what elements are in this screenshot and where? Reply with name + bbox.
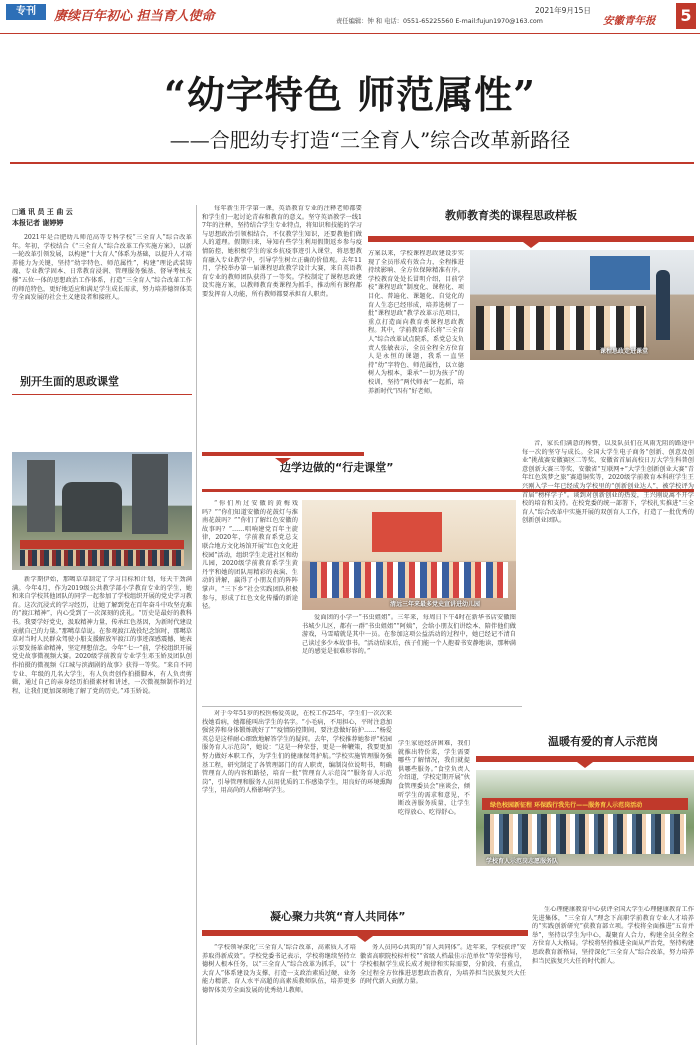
community-col-right: 生心理健康教育中心获评全国大学生心理健康教育工作先进集体，“三全育人”理念下高职学前教育专业人才培养的“实践创新研究”获教育部立项。学校将全面推进“五育并举”，坚持以学生为中心，凝聚育人合力，构建全员全程全方位育人大格局。学校将坚持推进全面从严治党，坚持构建思政教育新格局，坚持深化“三全育人”综合改革，努力培养担当民族复兴大任的时代新人。 bbox=[532, 906, 694, 965]
model-post-col-right: 学生家庭经济困难，我们就推出特价菜，学生需要哪些了解情况，我们就提供哪些服务。”食堂负责人介绍道，学校定期开展“伙食管理委员会”座谈会，倾听学生的需求和意见，不断改善服务质量，让学生吃得放心、吃得舒心。 bbox=[398, 740, 470, 816]
classroom-photo-caption: 课程思政走进课堂 bbox=[600, 348, 649, 355]
projector-screen bbox=[590, 256, 650, 290]
students-row bbox=[476, 306, 646, 350]
model-post-text: 对于今年51岁的校医杨爱英说，在校工作25年，学生们一次次来找她看病，她都能叫出学生的名字。“小毛病，不用担心，平时注意加强营养和身体锻炼就好了”“疫情防控期间，要注意做好防护……”杨爱英总是这样耐心细致地解答学生的疑问。去年，学校推荐她参评“校园服务育人示范岗”，她说：“这是一种荣誉，更是一种鞭策，我要更加努力做好本职工作，为学生们的健康保驾护航。”学校实施管理服务强基工程，研究制定了各管理部门的育人职责，编制岗位说明书，明确管理育人的内容和路径，培育一批“管理育人示范岗”“服务育人示范岗”，引导管理和服务人员用优质的工作感染学生，用良好的环境熏陶学生，用高尚的人格影响学生。 bbox=[202, 710, 392, 795]
volunteer-photo-caption: 学校育人示范岗志愿服务队 bbox=[486, 858, 559, 865]
walking-class-col-mid: 爱面团的小学一“书虫姐姐”。三年来，每周日下午4时在新华书店安徽图书城少儿区，都有一群“书虫姐姐”“阿姨”，会给小朋友们讲绘本、陪伴他们做游戏，马雪晴就是其中一员。在参加这项公益活动的过程中，她已经记不清自己读过多少本故事书。“活动结束后，孩子们能一个人抱着书安静地读，那种满足的感觉是很难形容的。” bbox=[302, 614, 516, 656]
volunteer-group bbox=[484, 814, 686, 854]
curriculum-text: 方案以来，学校课程思政建设步实现了全员形成有效合力，全程推进持续影响、全方位保障精准有序。学校教育处处长冒明介绍，目前学校“课程思政”制度化、课程化、项目化、普遍化、课题化、自觉化的育人生态已经形成，培养选树了一批“课程思政”教学改革示范项目，重点打造面向教育类课程思政教程。其中，学前教育系长将“三全育人”综合改革试点院系，系党总支负责人张敏表示，全员全程全方位育人是永恒的课题，我系一直坚持“幼”字特色、师范属性，以立德树人为根本，秉承“一切为孩子”的校训，坚持“两代师表”一起抓，培养新时代“四有”好老师。 bbox=[368, 250, 464, 395]
sub-headline: ——合肥幼专打造“三全育人”综合改革新路径 bbox=[169, 128, 571, 152]
byline-journalist: 本报记者 谢婷婷 bbox=[12, 219, 64, 227]
statue-group bbox=[62, 482, 122, 532]
section-title-community: 凝心聚力共筑“育人共同体” bbox=[270, 910, 406, 923]
byline-reporter: □通 讯 员 王 曲 云 bbox=[12, 208, 73, 216]
section1-rule bbox=[12, 394, 192, 395]
kindergarten-photo bbox=[302, 500, 516, 610]
kindergarten-photo-caption: 清远三年来最多党史宣讲进幼儿园 bbox=[390, 601, 481, 608]
walking-class-col-left: “你们所过安徽的黄梅戏吗？”“你们知道安徽的花鼓灯与淮南花鼓吗？”“你们了解红色安徽的故事吗？”……唱响建党百年主旋律，2020年，学前教育系党总支联合地方文化场馆开展“红色文化进校园”活动，组织学生走进社区和幼儿园，2020级学前教育系学生黄丹宇和她的团队用精彩的表演、生动的讲解，赢得了小朋友们的阵阵掌声。“三下乡”社会实践团队积极参与，形成了红色文化传播的新途径。 bbox=[202, 500, 298, 611]
main-headline: “幼字特色 师范属性” bbox=[164, 72, 536, 117]
section1-text: 新学期伊始，那噶草草制定了学习目标和计划，每天干劲满满。今年4月，作为2019级公共教学部小学教育专业的学生，她和来自学校其他团队的同学一起参加了学校组织开展的党史学习教育。这次沉浸式的学习经历，让她了解到党在百年奋斗中攻坚克难的“渡江精神”，内心受到了一次深刻的洗礼。“历史是最好的教科书。我要学好党史，汲取精神力量，传承红色基因，为新时代建设贡献自己的力量。”那噶草草说。在参观渡江战役纪念馆时，那噶草草对当时人民群众驾驶小船支援解放军渡江的事迹深感震撼，她表示要发扬革命精神，坚定理想信念。今年“七一”前，学校组织开展党史故事微视频大赛。2020级学前教育专业学生邓玉娇及团队创作拍摄的微视频《江城与滨湖剧的故事》获得一等奖。“来自不同专业、年级的几名大学生，有人负责创作拍摄脚本，有人负责剪辑，通过自己的亲身经历拍摄素材和讲述，一次微视频制作的过程，让我们更加深刻地了解了党的历史。”邓玉娇说。 bbox=[12, 576, 192, 695]
editor-info: 责任编辑：钟 和 电话：0551-65225560 E-mail:fujun1970@163.com bbox=[336, 18, 543, 25]
student-crowd bbox=[20, 550, 184, 566]
headline-divider bbox=[10, 162, 694, 164]
model-post-title-bar bbox=[476, 756, 694, 762]
volunteer-photo bbox=[476, 770, 694, 866]
page-header bbox=[0, 0, 700, 34]
section-title-ideology-class: 别开生面的思政课堂 bbox=[20, 375, 119, 388]
monument-right bbox=[132, 454, 168, 534]
paper-name: 安徽青年报 bbox=[603, 15, 656, 27]
page-number: 5 bbox=[676, 3, 696, 29]
display-board bbox=[372, 512, 442, 552]
section-title-curriculum: 教师教育类的课程思政样板 bbox=[445, 209, 577, 222]
intro-paragraph: 2021年是合肥幼儿师范高等专科学校“三全育人”综合改革年。年初，学校结合《“三全育人”综合改革工作实施方案》，以新一轮改革引领发展，以构建“十大育人”体系为基础，以提升人才培养能力为关键，坚持“幼字特色、师范属性”，构建“理论武装铸魂、专业教学固本、日常教育浸润、管理服务强基、督导考核支撑”五位一体的思想政治工作体系，打造“三全育人”综合改革工作的师范特色，更好地适应和满足学生成长需求，努力培养德智体美劳全面发展的社会主义建设者和接班人。 bbox=[12, 234, 192, 302]
header-slogan: 赓续百年初心 担当育人使命 bbox=[54, 9, 215, 24]
section3-top-rule bbox=[202, 706, 522, 707]
community-title-bar bbox=[202, 930, 528, 936]
curriculum-title-bar bbox=[368, 236, 694, 242]
section-title-model-post: 温暖有爱的育人示范岗 bbox=[548, 735, 658, 748]
teacher-figure bbox=[656, 270, 670, 340]
column-tag: 专刊 bbox=[6, 4, 46, 20]
issue-date: 2021年9月15日 bbox=[535, 6, 591, 15]
classroom-photo bbox=[470, 250, 694, 360]
monument-left bbox=[27, 460, 55, 532]
community-col-left: “学校领导深化‘三全育人’综合改革，高素质人才培养取得新成效”。学校党委书记表示，学校将继续坚持立德树人根本任务，以“三全育人”综合改革为抓手，以“十大育人”体系建设为支撑，打造一支政治素质过硬、业务能力精湛、育人水平高超的高素质教师队伍，培养更多德智体美劳全面发展的优秀幼儿教师。 bbox=[202, 944, 356, 994]
byline bbox=[12, 207, 192, 229]
children-group bbox=[310, 562, 508, 598]
walking-class-col-right: 音，家长们满意的称赞，以及队员们在风雨无阻的路途中每一次的坚守与成长。全国大学生电子商务“创新、创意及创业”挑战赛安徽赛区二等奖、安徽省首届高校日万大学生科普创意创新大赛三等奖、安徽省“互联网+”大学生创新创业大赛“青年红色筑梦之旅”赛道铜奖等，2020级学前教育本科班学生王兴刚入学一年已经成为学校里的“创新创业达人”，被学校评为首届“榜样学子”。谈到对创新创业的热爱，王兴刚说离不开学校的培育和支持。在校党委的统一部署下，学校扎实推进“三全育人”综合改革中实施开展的双创育人工作，打造了一批优秀的创新创业团队。 bbox=[522, 440, 694, 525]
community-col-mid: 务人员同心共筑的“育人共同体”。近年来，学校获评“安徽省高职院校标杆校”“省级人档最佳示范单位”等荣誉称号，学校根据学生成长成才规律和实际需要，分阶段、有重点，全过程全方位推进思想政治教育，为培养担当民族复兴大任的时代新人贡献力量。 bbox=[360, 944, 526, 986]
column-rule-1 bbox=[196, 205, 197, 1045]
group-banner bbox=[20, 540, 184, 549]
walking-class-title-bar bbox=[202, 452, 364, 456]
mid-top-text: 每年新生开学第一课，英语教育专业的注释老师都要和学生们一起讨论青春和教育的意义。坚守英语教学一线17年的注释，坚持结合学生专业特点，将知识和技能的学习与思想政治引领相结合，不仅教学生知识，还要教他们做人的道理。假期归来，导知有些学生利用假期返乡参与疫情防控，她积极学生的家乡抗疫事迹引入课堂，将思想教育融入专业教学中，引导学生树立正确的价值观。去年11月，学校举办第一届课程思政教学设计大赛，来自英语教育专业的教师团队获得了一等奖。学校制定了课程思政建设实施方案，以教师教育类课程为抓手，推动所有课程都要发挥育人功能，所有教师都要承担育人职责。 bbox=[202, 205, 362, 298]
section-title-walking-class: 边学边做的“行走课堂” bbox=[280, 461, 394, 474]
memorial-photo bbox=[12, 452, 192, 570]
activity-banner-text: 绿色校园新征程 环保践行我先行——服务育人示范岗活动 bbox=[490, 802, 643, 809]
